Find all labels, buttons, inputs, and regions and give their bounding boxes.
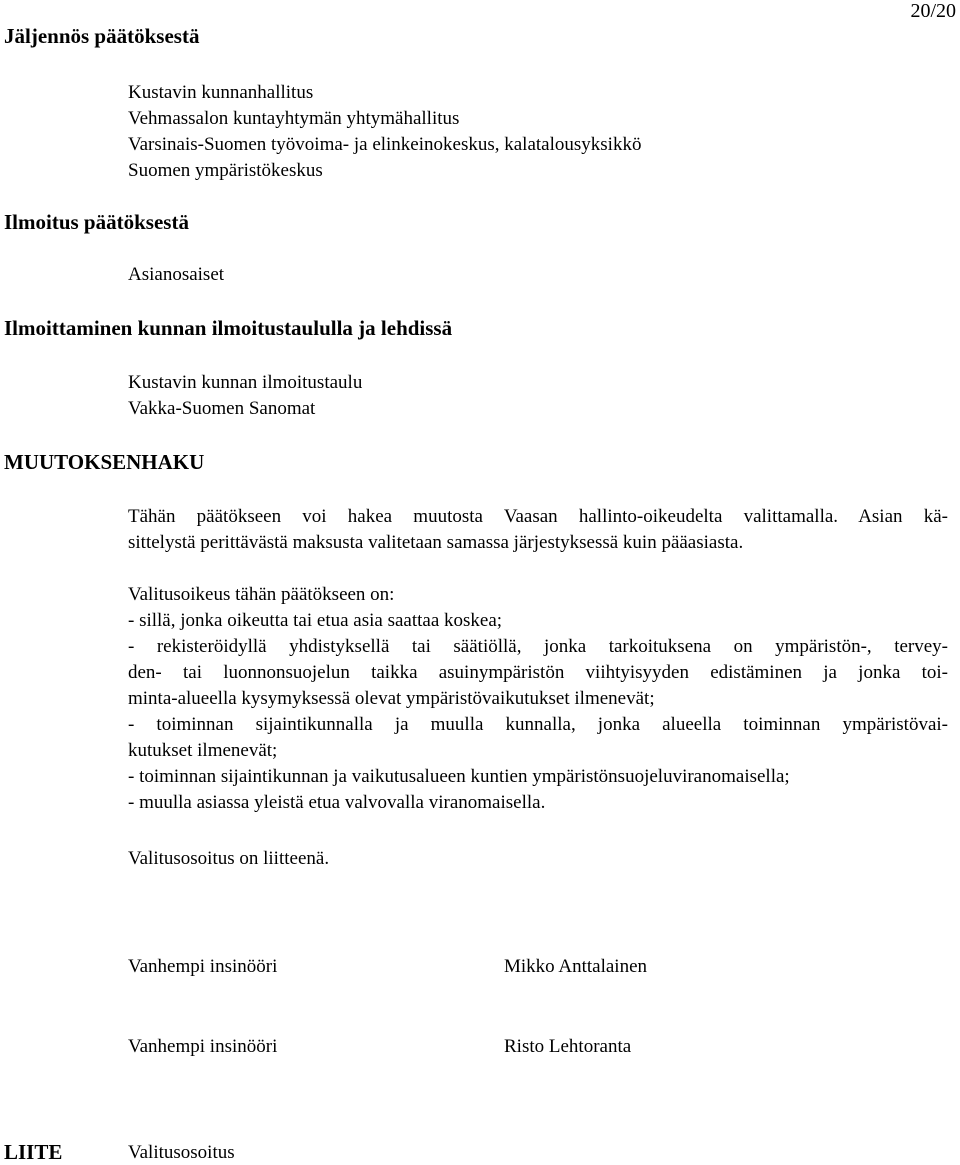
public-notice-item: Kustavin kunnan ilmoitustaulu bbox=[128, 372, 363, 393]
appeal-paragraph-2 bbox=[128, 582, 948, 816]
appeal-rights-item: kutukset ilmenevät; bbox=[128, 740, 278, 761]
appeal-rights-item: den- tai luonnonsuojelun taikka asuinympäristön viihtyisyyden edistäminen ja jonka toi- bbox=[128, 662, 948, 683]
page-number: 20/20 bbox=[910, 0, 956, 22]
copy-recipients-list bbox=[128, 80, 641, 184]
signature-title: Vanhempi insinööri bbox=[128, 1036, 278, 1057]
signature-name: Mikko Anttalainen bbox=[504, 956, 648, 977]
notice-recipients: Asianosaiset bbox=[128, 264, 225, 285]
appeal-paragraph-1-line: sittelystä perittävästä maksusta valitetaan samassa järjestyksessä kuin pääasiasta. bbox=[128, 532, 744, 553]
document-title: Jäljennös päätöksestä bbox=[4, 24, 200, 48]
copy-recipient: Kustavin kunnanhallitus bbox=[128, 82, 314, 103]
appeal-heading: MUUTOKSENHAKU bbox=[4, 450, 205, 474]
appeal-rights-intro: Valitusoikeus tähän päätökseen on: bbox=[128, 584, 395, 605]
appeal-rights-item: - muulla asiassa yleistä etua valvovalla viranomaisella. bbox=[128, 792, 546, 813]
public-notice-list bbox=[128, 370, 362, 422]
copy-recipient: Suomen ympäristökeskus bbox=[128, 160, 323, 181]
copy-recipient: Vehmassalon kuntayhtymän yhtymähallitus bbox=[128, 108, 460, 129]
appeal-rights-item: - toiminnan sijaintikunnan ja vaikutusalueen kuntien ympäristönsuojeluviranomaisella; bbox=[128, 766, 790, 787]
public-notice-item: Vakka-Suomen Sanomat bbox=[128, 398, 316, 419]
appeal-rights-item: - rekisteröidyllä yhdistyksellä tai säätiöllä, jonka tarkoituksena on ympäristön-, tervey- bbox=[128, 636, 948, 657]
signature-title: Vanhempi insinööri bbox=[128, 956, 278, 977]
appeal-rights-item: minta-alueella kysymyksessä olevat ympäristövaikutukset ilmenevät; bbox=[128, 688, 655, 709]
appeal-rights-item: - toiminnan sijaintikunnalla ja muulla kunnalla, jonka alueella toiminnan ympäristövai- bbox=[128, 714, 948, 735]
attachment-value: Valitusosoitus bbox=[128, 1142, 235, 1163]
signature-name: Risto Lehtoranta bbox=[504, 1036, 632, 1057]
attachment-label: LIITE bbox=[4, 1140, 63, 1164]
notice-heading: Ilmoitus päätöksestä bbox=[4, 210, 189, 234]
appeal-rights-item: - sillä, jonka oikeutta tai etua asia saattaa koskea; bbox=[128, 610, 503, 631]
public-notice-heading: Ilmoittaminen kunnan ilmoitustaululla ja lehdissä bbox=[4, 316, 453, 340]
copy-recipient: Varsinais-Suomen työvoima- ja elinkeinokeskus, kalatalousyksikkö bbox=[128, 134, 642, 155]
attachment-note: Valitusosoitus on liitteenä. bbox=[128, 848, 330, 869]
appeal-paragraph-1 bbox=[128, 504, 948, 556]
appeal-paragraph-1-line: Tähän päätökseen voi hakea muutosta Vaasan hallinto-oikeudelta valittamalla. Asian kä- bbox=[128, 506, 948, 527]
